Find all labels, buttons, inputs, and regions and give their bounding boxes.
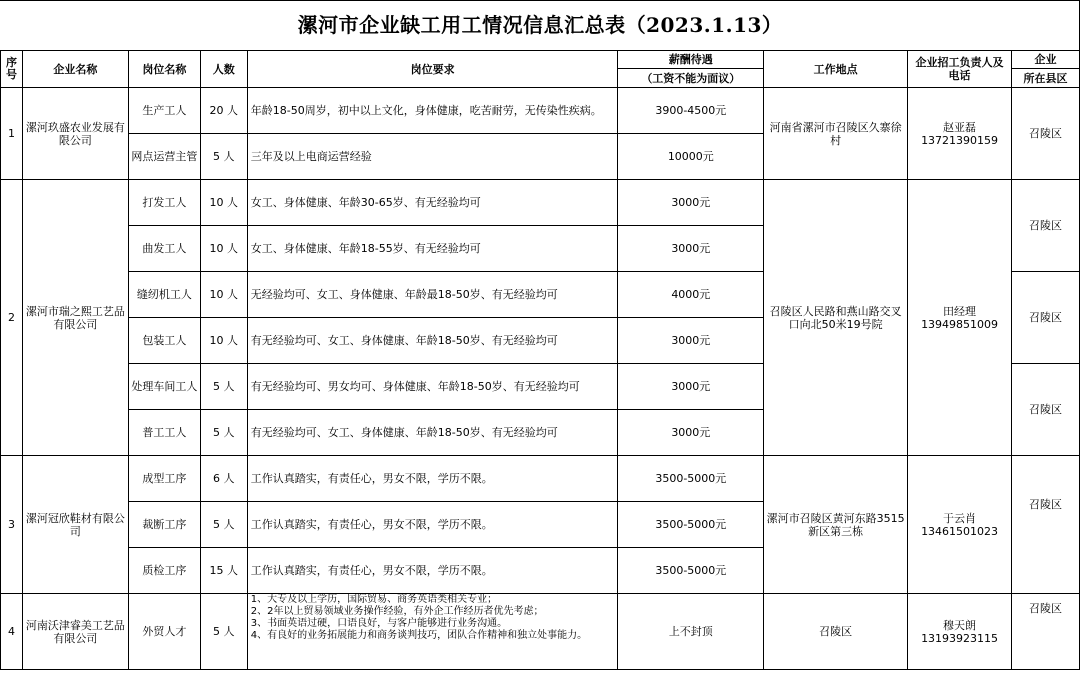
header-requirement: 岗位要求: [247, 51, 618, 88]
row-seq: 2: [1, 180, 23, 456]
company-name: 漯河冠欣鞋材有限公司: [22, 456, 128, 594]
company-name: 河南沃津睿美工艺品有限公司: [22, 594, 128, 670]
salary: 3000元: [618, 180, 764, 226]
work-location: 召陵区人民路和燕山路交叉口向北50米19号院: [764, 180, 908, 456]
contact-person: 穆天朗 13193923115: [908, 594, 1012, 670]
headcount: 20 人: [200, 88, 247, 134]
salary: 3500-5000元: [618, 548, 764, 594]
job-requirement: 工作认真踏实，有责任心，男女不限，学历不限。: [247, 502, 618, 548]
headcount: 10 人: [200, 318, 247, 364]
table-row: [1, 594, 1080, 670]
district: 召陵区: [1012, 594, 1080, 670]
job-requirement: 1、大专及以上学历，国际贸易、商务英语类相关专业； 2、2年以上贸易领域业务操作经验，有外企工作经历者优先考虑； 3、书面英语过硬，口语良好，与客户能够进行业务沟通。 4、有良好的业务拓展能力和商务谈判技巧，团队合作精神和独立处事能力。: [247, 594, 618, 670]
table-row: [1, 456, 1080, 502]
row-seq: 4: [1, 594, 23, 670]
job-requirement: 无经验均可、女工、身体健康、年龄最18-50岁、有无经验均可: [247, 272, 618, 318]
job-requirement: 有无经验均可、女工、身体健康、年龄18-50岁、有无经验均可: [247, 318, 618, 364]
work-location: 召陵区: [764, 594, 908, 670]
headcount: 10 人: [200, 272, 247, 318]
salary: 3000元: [618, 410, 764, 456]
page-title: 漯河市企业缺工用工情况信息汇总表（2023.1.13）: [1, 1, 1080, 51]
headcount: 6 人: [200, 456, 247, 502]
job-requirement: 工作认真踏实，有责任心，男女不限，学历不限。: [247, 456, 618, 502]
salary: 3500-5000元: [618, 456, 764, 502]
position-name: 处理车间工人: [128, 364, 200, 410]
position-name: 成型工序: [128, 456, 200, 502]
job-requirement: 三年及以上电商运营经验: [247, 134, 618, 180]
header-count: 人数: [200, 51, 247, 88]
headcount: 15 人: [200, 548, 247, 594]
headcount: 10 人: [200, 226, 247, 272]
salary: 3500-5000元: [618, 502, 764, 548]
position-name: 缝纫机工人: [128, 272, 200, 318]
header-location: 工作地点: [764, 51, 908, 88]
header-district-top: 企业: [1012, 51, 1080, 69]
district: 召陵区: [1012, 88, 1080, 180]
job-requirement: 女工、身体健康、年龄18-55岁、有无经验均可: [247, 226, 618, 272]
position-name: 网点运营主管: [128, 134, 200, 180]
headcount: 5 人: [200, 502, 247, 548]
header-company: 企业名称: [22, 51, 128, 88]
header-contact: 企业招工负责人及电话: [908, 51, 1012, 88]
row-seq: 1: [1, 88, 23, 180]
position-name: 外贸人才: [128, 594, 200, 670]
headcount: 5 人: [200, 134, 247, 180]
salary: 3000元: [618, 364, 764, 410]
company-name: 漯河玖盛农业发展有限公司: [22, 88, 128, 180]
contact-person: 赵亚磊 13721390159: [908, 88, 1012, 180]
salary: 4000元: [618, 272, 764, 318]
position-name: 曲发工人: [128, 226, 200, 272]
headcount: 5 人: [200, 410, 247, 456]
position-name: 打发工人: [128, 180, 200, 226]
contact-person: 田经理 13949851009: [908, 180, 1012, 456]
headcount: 5 人: [200, 594, 247, 670]
header-salary: 薪酬待遇: [618, 51, 764, 69]
table-row: [1, 180, 1080, 226]
salary: 3900-4500元: [618, 88, 764, 134]
job-requirement: 有无经验均可、男女均可、身体健康、年龄18-50岁、有无经验均可: [247, 364, 618, 410]
row-seq: 3: [1, 456, 23, 594]
header-salary-note: （工资不能为面议）: [618, 69, 764, 88]
district: 召陵区: [1012, 272, 1080, 364]
position-name: 质检工序: [128, 548, 200, 594]
job-requirement: 工作认真踏实，有责任心，男女不限，学历不限。: [247, 548, 618, 594]
job-requirement: 有无经验均可、女工、身体健康、年龄18-50岁、有无经验均可: [247, 410, 618, 456]
work-location: 漯河市召陵区黄河东路3515新区第三栋: [764, 456, 908, 594]
position-name: 包装工人: [128, 318, 200, 364]
work-location: 河南省漯河市召陵区久寨徐村: [764, 88, 908, 180]
salary: 3000元: [618, 226, 764, 272]
position-name: 生产工人: [128, 88, 200, 134]
district: 召陵区: [1012, 364, 1080, 456]
headcount: 10 人: [200, 180, 247, 226]
table-row: [1, 88, 1080, 134]
district: 召陵区: [1012, 456, 1080, 594]
salary: 3000元: [618, 318, 764, 364]
company-name: 漯河市瑞之熙工艺品有限公司: [22, 180, 128, 456]
district: 召陵区: [1012, 180, 1080, 272]
header-district-bottom: 所在县区: [1012, 69, 1080, 88]
salary: 上不封顶: [618, 594, 764, 670]
job-requirement: 年龄18-50周岁，初中以上文化，身体健康，吃苦耐劳，无传染性疾病。: [247, 88, 618, 134]
position-name: 裁断工序: [128, 502, 200, 548]
header-position: 岗位名称: [128, 51, 200, 88]
position-name: 普工工人: [128, 410, 200, 456]
header-seq: 序号: [1, 51, 23, 88]
job-requirement: 女工、身体健康、年龄30-65岁、有无经验均可: [247, 180, 618, 226]
headcount: 5 人: [200, 364, 247, 410]
contact-person: 于云肖 13461501023: [908, 456, 1012, 594]
salary: 10000元: [618, 134, 764, 180]
